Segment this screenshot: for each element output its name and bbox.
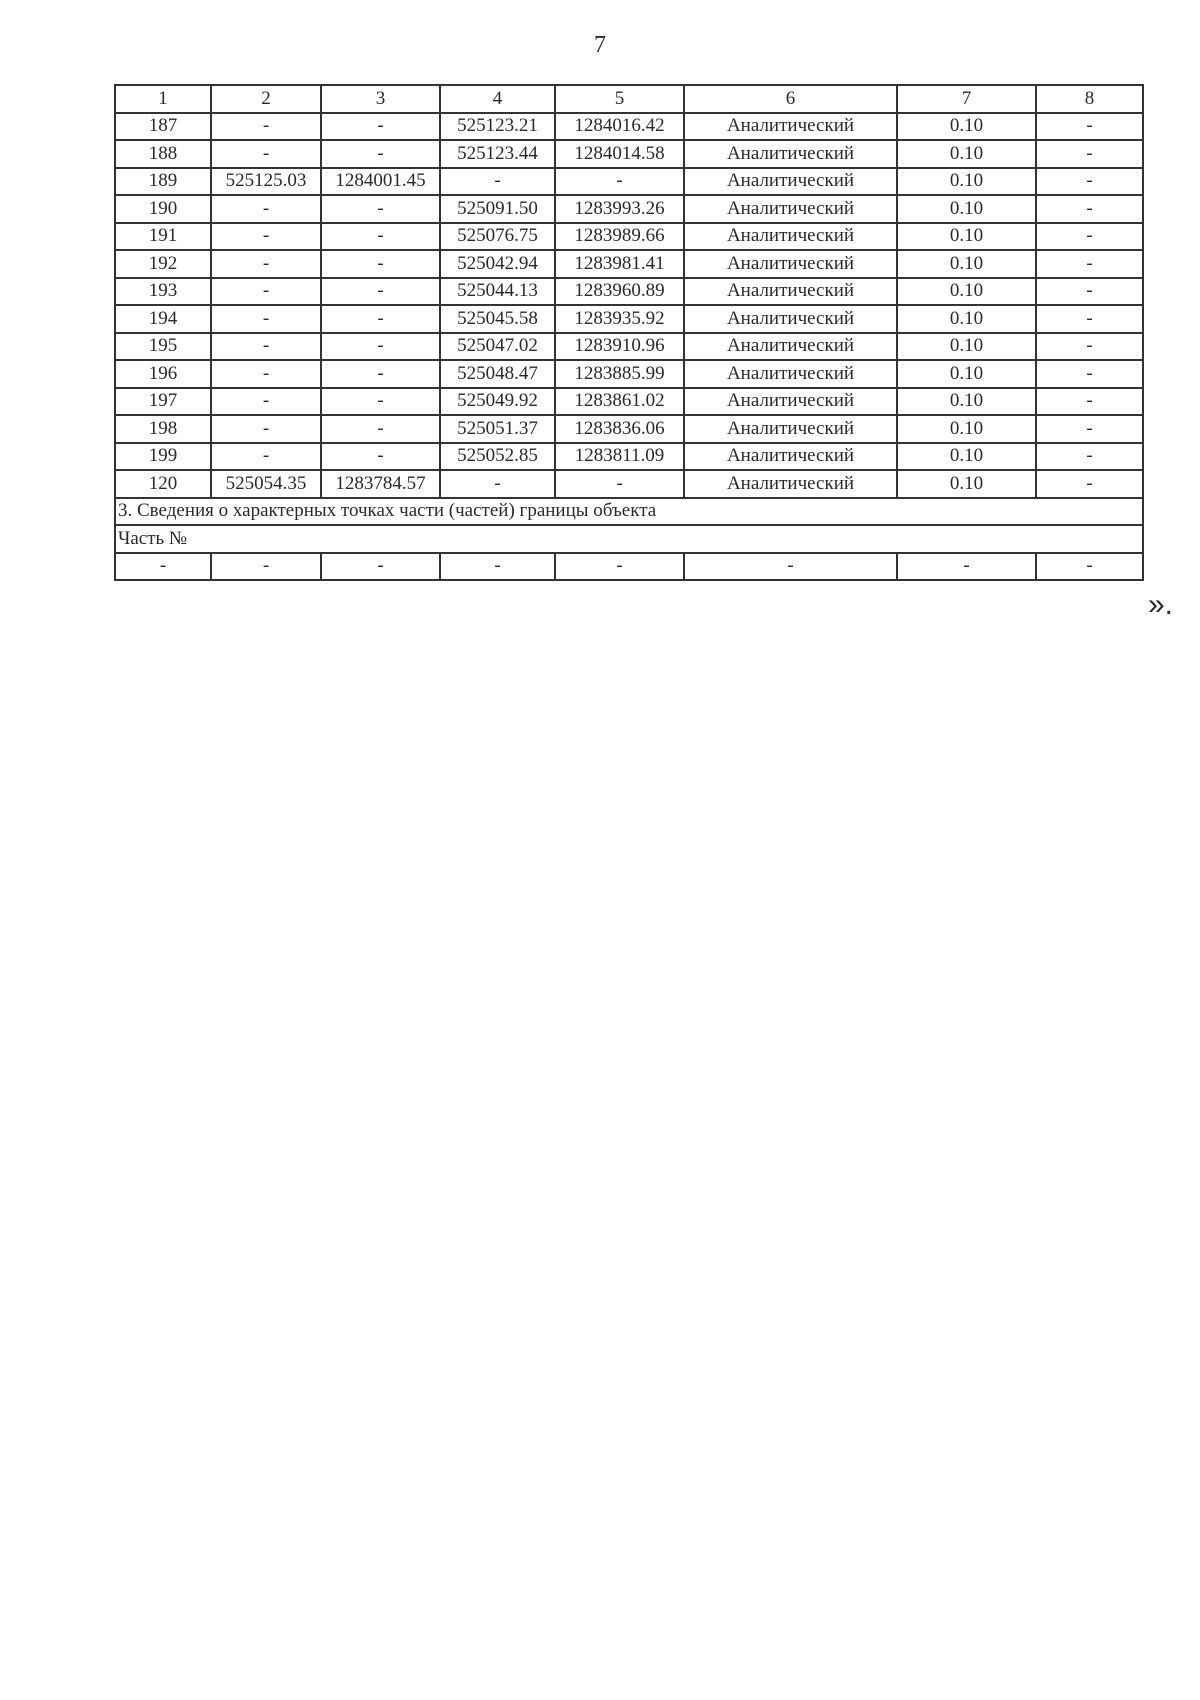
table-cell-col-8: -	[1036, 415, 1143, 443]
table-cell-col-4: 525051.37	[440, 415, 555, 443]
table-cell-col-1: 187	[115, 113, 211, 141]
table-cell-col-1: 195	[115, 333, 211, 361]
table-row	[115, 360, 1143, 388]
table-cell-col-3: -	[321, 140, 440, 168]
table-cell-col-2: -	[211, 305, 321, 333]
table-body	[115, 85, 1143, 580]
table-cell-col-6: Аналитический	[684, 195, 897, 223]
table-row	[115, 250, 1143, 278]
table-row	[115, 333, 1143, 361]
table-cell-col-6: Аналитический	[684, 278, 897, 306]
table-cell-col-4: 525123.44	[440, 140, 555, 168]
table-row	[115, 113, 1143, 141]
table-cell-col-1: 199	[115, 443, 211, 471]
table-cell-col-4: 525076.75	[440, 223, 555, 251]
table-cell-col-2: -	[211, 113, 321, 141]
table-cell-col-4: 525049.92	[440, 388, 555, 416]
table-cell-col-1: -	[115, 553, 211, 581]
table-cell-col-2: 525125.03	[211, 168, 321, 196]
table-cell-col-4: 525123.21	[440, 113, 555, 141]
table-cell-col-2: 525054.35	[211, 470, 321, 498]
table-cell-col-8: -	[1036, 168, 1143, 196]
table-cell-col-6: Аналитический	[684, 223, 897, 251]
table-cell-col-8: -	[1036, 223, 1143, 251]
table-cell-col-6: Аналитический	[684, 305, 897, 333]
table-cell-col-5: 1283993.26	[555, 195, 684, 223]
table-cell-col-3: -	[321, 250, 440, 278]
table-cell-col-7: -	[897, 553, 1036, 581]
table-cell-col-8: -	[1036, 195, 1143, 223]
table-row	[115, 168, 1143, 196]
table-cell-col-2: -	[211, 223, 321, 251]
table-cell-col-5: 1283989.66	[555, 223, 684, 251]
table-cell-col-6: Аналитический	[684, 388, 897, 416]
table-cell-col-1: 190	[115, 195, 211, 223]
table-row	[115, 470, 1143, 498]
table-cell-col-4: 525048.47	[440, 360, 555, 388]
table-cell-col-3: -	[321, 360, 440, 388]
section-title-row	[115, 498, 1143, 526]
table-cell-col-7: 0.10	[897, 360, 1036, 388]
part-row	[115, 553, 1143, 581]
table-cell-col-7: 0.10	[897, 278, 1036, 306]
table-cell-col-5: -	[555, 553, 684, 581]
table-cell-col-7: 0.10	[897, 168, 1036, 196]
table-cell-col-4: 525045.58	[440, 305, 555, 333]
table-cell-col-6: Аналитический	[684, 360, 897, 388]
closing-quote-mark: ».	[1148, 588, 1174, 621]
table-cell-col-7: 0.10	[897, 333, 1036, 361]
table-cell-col-4: 525052.85	[440, 443, 555, 471]
table-cell-col-8: -	[1036, 250, 1143, 278]
table-cell-col-1: 194	[115, 305, 211, 333]
header-cell: 3	[321, 85, 440, 113]
section-title: 3. Сведения о характерных точках части (частей) границы объекта	[115, 498, 1143, 526]
table-row	[115, 223, 1143, 251]
table-cell-col-2: -	[211, 250, 321, 278]
table-cell-col-7: 0.10	[897, 470, 1036, 498]
table-cell-col-6: -	[684, 553, 897, 581]
table-cell-col-2: -	[211, 415, 321, 443]
table-cell-col-5: 1284014.58	[555, 140, 684, 168]
table-cell-col-8: -	[1036, 278, 1143, 306]
table-row	[115, 278, 1143, 306]
table-cell-col-2: -	[211, 333, 321, 361]
table-row	[115, 443, 1143, 471]
table-cell-col-2: -	[211, 140, 321, 168]
table-cell-col-4: -	[440, 553, 555, 581]
table-cell-col-5: 1283861.02	[555, 388, 684, 416]
table-cell-col-6: Аналитический	[684, 333, 897, 361]
table-cell-col-8: -	[1036, 388, 1143, 416]
table-row	[115, 305, 1143, 333]
table-cell-col-5: 1283910.96	[555, 333, 684, 361]
table-cell-col-8: -	[1036, 305, 1143, 333]
table-cell-col-7: 0.10	[897, 195, 1036, 223]
table-cell-col-3: -	[321, 223, 440, 251]
table-cell-col-7: 0.10	[897, 443, 1036, 471]
table-cell-col-2: -	[211, 360, 321, 388]
table-cell-col-6: Аналитический	[684, 470, 897, 498]
table-cell-col-2: -	[211, 278, 321, 306]
table-cell-col-1: 193	[115, 278, 211, 306]
table-cell-col-8: -	[1036, 470, 1143, 498]
table-cell-col-1: 120	[115, 470, 211, 498]
table-cell-col-7: 0.10	[897, 250, 1036, 278]
table-cell-col-6: Аналитический	[684, 443, 897, 471]
header-cell: 7	[897, 85, 1036, 113]
table-cell-col-5: -	[555, 470, 684, 498]
table-cell-col-6: Аналитический	[684, 140, 897, 168]
header-cell: 4	[440, 85, 555, 113]
table-cell-col-3: -	[321, 443, 440, 471]
table-row	[115, 140, 1143, 168]
table-cell-col-8: -	[1036, 553, 1143, 581]
table-cell-col-3: -	[321, 388, 440, 416]
table-cell-col-3: -	[321, 553, 440, 581]
page-number: 7	[594, 32, 606, 58]
table-cell-col-4: 525091.50	[440, 195, 555, 223]
table-row	[115, 415, 1143, 443]
table-cell-col-5: 1283811.09	[555, 443, 684, 471]
table-cell-col-7: 0.10	[897, 305, 1036, 333]
table-cell-col-2: -	[211, 195, 321, 223]
table-cell-col-4: 525042.94	[440, 250, 555, 278]
table-cell-col-7: 0.10	[897, 113, 1036, 141]
table-cell-col-1: 196	[115, 360, 211, 388]
table-cell-col-4: -	[440, 470, 555, 498]
header-row	[115, 85, 1143, 113]
table-cell-col-3: -	[321, 333, 440, 361]
table-cell-col-7: 0.10	[897, 415, 1036, 443]
table-cell-col-1: 189	[115, 168, 211, 196]
coordinates-table	[114, 84, 1144, 581]
table-cell-col-6: Аналитический	[684, 250, 897, 278]
part-label-row	[115, 525, 1143, 553]
part-label: Часть №	[115, 525, 1143, 553]
table-cell-col-4: 525047.02	[440, 333, 555, 361]
table-cell-col-3: -	[321, 195, 440, 223]
table-cell-col-8: -	[1036, 113, 1143, 141]
table-cell-col-2: -	[211, 553, 321, 581]
table-cell-col-6: Аналитический	[684, 168, 897, 196]
table-cell-col-8: -	[1036, 140, 1143, 168]
table-cell-col-3: -	[321, 415, 440, 443]
table-cell-col-4: 525044.13	[440, 278, 555, 306]
table-cell-col-2: -	[211, 443, 321, 471]
header-cell: 5	[555, 85, 684, 113]
table-cell-col-3: 1284001.45	[321, 168, 440, 196]
table-cell-col-3: -	[321, 113, 440, 141]
header-cell: 6	[684, 85, 897, 113]
header-cell: 2	[211, 85, 321, 113]
table-row	[115, 195, 1143, 223]
table-cell-col-7: 0.10	[897, 388, 1036, 416]
table-cell-col-1: 188	[115, 140, 211, 168]
table-cell-col-5: -	[555, 168, 684, 196]
table-cell-col-1: 192	[115, 250, 211, 278]
table-cell-col-5: 1283885.99	[555, 360, 684, 388]
table-row	[115, 388, 1143, 416]
table-cell-col-8: -	[1036, 333, 1143, 361]
table-cell-col-5: 1283960.89	[555, 278, 684, 306]
table-cell-col-7: 0.10	[897, 223, 1036, 251]
table-cell-col-1: 197	[115, 388, 211, 416]
table-cell-col-6: Аналитический	[684, 113, 897, 141]
table-cell-col-5: 1284016.42	[555, 113, 684, 141]
table-cell-col-3: -	[321, 278, 440, 306]
table-cell-col-8: -	[1036, 360, 1143, 388]
table-cell-col-8: -	[1036, 443, 1143, 471]
table-cell-col-1: 198	[115, 415, 211, 443]
header-cell: 1	[115, 85, 211, 113]
table-cell-col-2: -	[211, 388, 321, 416]
table-cell-col-7: 0.10	[897, 140, 1036, 168]
table-cell-col-4: -	[440, 168, 555, 196]
table-cell-col-1: 191	[115, 223, 211, 251]
table-cell-col-5: 1283935.92	[555, 305, 684, 333]
table-cell-col-3: -	[321, 305, 440, 333]
table-cell-col-5: 1283981.41	[555, 250, 684, 278]
table-cell-col-5: 1283836.06	[555, 415, 684, 443]
table-cell-col-3: 1283784.57	[321, 470, 440, 498]
header-cell: 8	[1036, 85, 1143, 113]
table-cell-col-6: Аналитический	[684, 415, 897, 443]
